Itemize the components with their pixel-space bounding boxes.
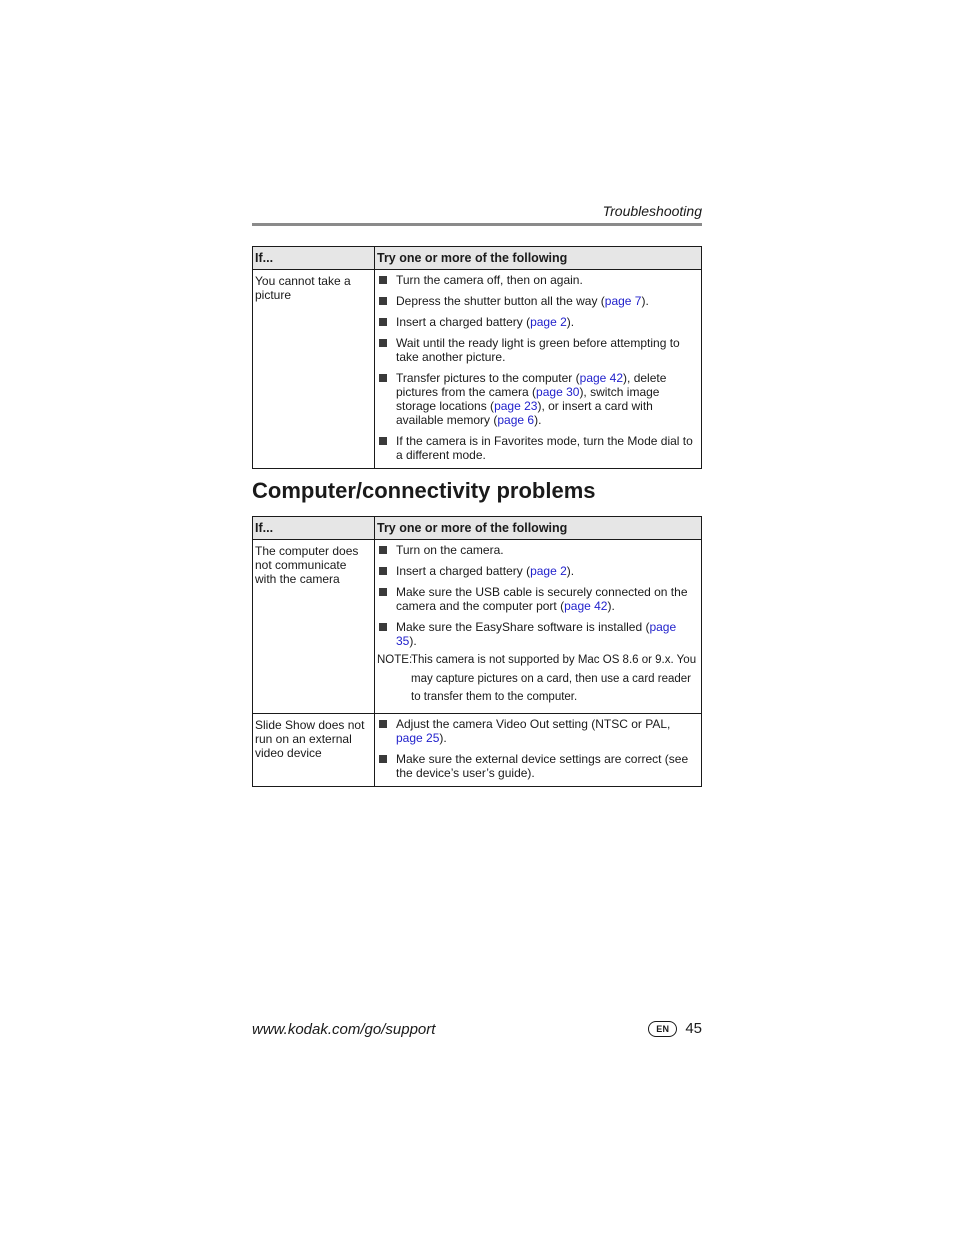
table-row [253,540,702,714]
item-text: If the camera is in Favorites mode, turn the Mode dial to a different mode. [396,434,693,462]
item-text: Turn the camera off, then on again. [396,273,583,287]
solutions-list [377,717,697,780]
item-text: Wait until the ready light is green before attempting to take another picture. [396,336,680,364]
list-item [377,564,697,578]
page-link[interactable]: page 30 [536,385,580,399]
solutions-cell [375,713,702,786]
item-text: ), switch image storage locations ( [396,385,660,413]
item-text: ), delete pictures from the camera ( [396,371,667,399]
language-badge-icon: EN [648,1021,677,1037]
col-header-if: If... [253,517,375,540]
list-item [377,315,697,329]
item-text: ). [534,413,542,427]
item-text: Turn on the camera. [396,543,504,557]
list-item [377,717,697,745]
item-text: ). [439,730,447,745]
list-item [377,543,697,557]
item-text: Insert a charged battery ( [396,564,531,578]
list-item [377,294,697,308]
square-bullet-icon [379,297,387,305]
table-row [253,713,702,786]
problem-cell: The computer does not communicate with the camera [253,540,375,714]
support-url[interactable]: www.kodak.com/go/support [252,1021,436,1038]
table1-body [253,270,702,469]
solutions-list [377,273,697,462]
header-rule [252,223,702,226]
square-bullet-icon [379,720,387,728]
item-text: ). [566,315,575,329]
item-text: ). [607,599,615,613]
item-text: Make sure the USB cable is securely connected on the camera and the computer port ( [396,585,688,613]
solutions-cell [375,540,702,714]
square-bullet-icon [379,546,387,554]
item-text: ). [566,564,575,578]
table-row [253,270,702,469]
square-bullet-icon [379,318,387,326]
item-text: Insert a charged battery ( [396,315,531,329]
solutions-list [377,543,697,648]
square-bullet-icon [379,276,387,284]
item-text: Transfer pictures to the computer ( [396,371,580,385]
square-bullet-icon [379,437,387,445]
item-text: Depress the shutter button all the way ( [396,294,605,308]
list-item [377,371,697,427]
item-text: Adjust the camera Video Out setting (NTSC or PAL, [396,716,671,731]
square-bullet-icon [379,374,387,382]
list-item [377,336,697,364]
page-link[interactable]: page 2 [530,315,567,329]
square-bullet-icon [379,755,387,763]
footer-page-info [648,1020,702,1037]
item-text: ), or insert a card with available memory ( [396,399,653,427]
note-text: This camera is not supported by Mac OS 8.6 or 9.x. You may capture pictures on a card, then use a card reader to transfer them to the computer. [411,654,697,703]
col-header-try: Try one or more of the following [375,247,702,270]
troubleshooting-table-1 [252,246,702,469]
square-bullet-icon [379,623,387,631]
page-link[interactable]: page 7 [604,294,642,308]
list-item [377,273,697,287]
square-bullet-icon [379,567,387,575]
page-link[interactable]: page 23 [494,399,538,413]
note-label: NOTE: [377,654,413,666]
list-item [377,620,697,648]
list-item [377,752,697,780]
troubleshooting-table-2 [252,516,702,787]
page-link[interactable]: page 2 [530,564,567,578]
solutions-cell [375,270,702,469]
item-text: ). [409,634,417,648]
table2-body [253,540,702,787]
item-text: Make sure the external device settings are correct (see the device’s user’s guide). [396,751,689,780]
list-item [377,434,697,462]
note-block [377,651,697,707]
page-link[interactable]: page 42 [564,599,608,613]
col-header-if: If... [253,247,375,270]
page-link[interactable]: page 25 [396,730,440,745]
square-bullet-icon [379,339,387,347]
item-text: ). [641,294,649,308]
running-header: Troubleshooting [602,203,702,219]
page-link[interactable]: page 6 [497,413,535,427]
list-item [377,585,697,613]
problem-cell: Slide Show does not run on an external video device [253,713,375,786]
col-header-try: Try one or more of the following [375,517,702,540]
page-link[interactable]: page 42 [579,371,624,385]
page-number: 45 [685,1020,702,1037]
problem-cell: You cannot take a picture [253,270,375,469]
section-title: Computer/connectivity problems [252,478,596,503]
item-text: Make sure the EasyShare software is installed ( [396,620,650,634]
page-link[interactable]: page 35 [396,620,677,648]
square-bullet-icon [379,588,387,596]
